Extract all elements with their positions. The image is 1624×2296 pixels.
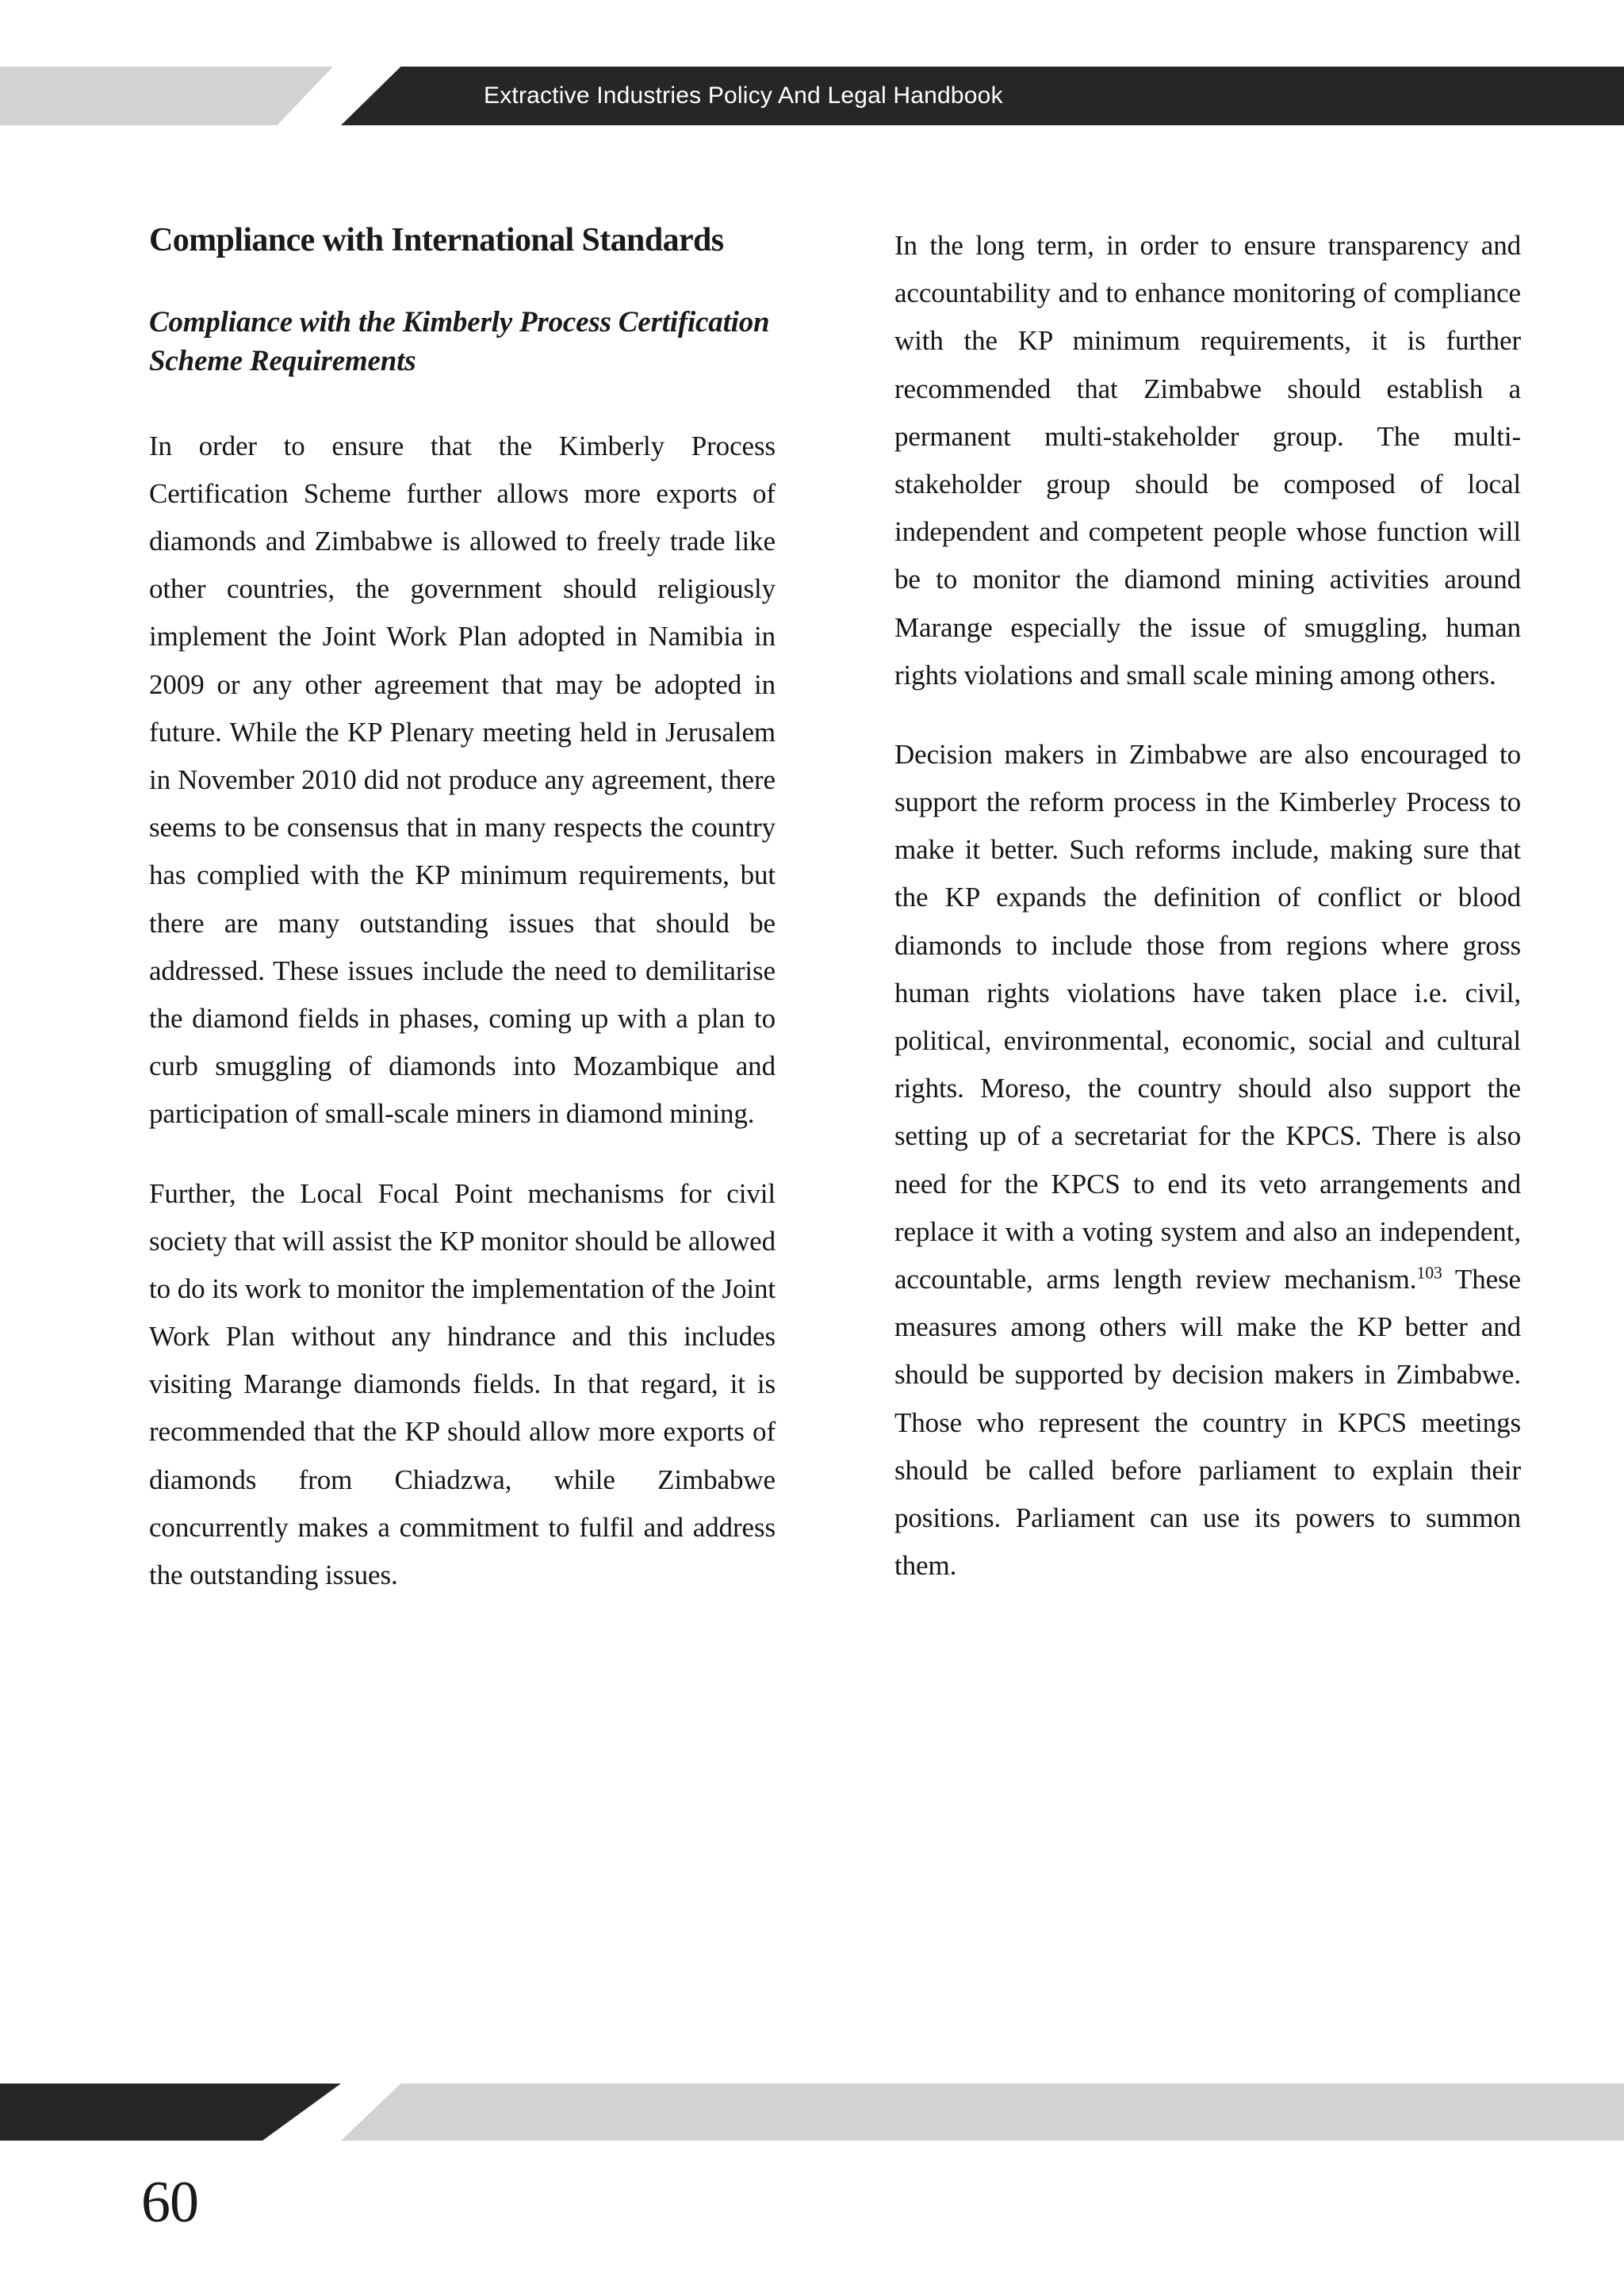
page-footer-band: [0, 2084, 1624, 2141]
running-head-title: Extractive Industries Policy And Legal Handbook: [484, 82, 1003, 109]
paragraph: Further, the Local Focal Point mechanisms for civil society that will assist the KP monitor should be allowed to do its work to monitor the implementation of the Joint Work Plan without any hindrance and this includes visiting Marange diamonds fields. In that regard, it is recommended that the KP should allow more exports of diamonds from Chiadzwa, while Zimbabwe concurrently makes a commitment to fulfil and address the outstanding issues.: [149, 1177, 776, 1590]
footer-gray-shape: [341, 2084, 1624, 2141]
right-column: [894, 222, 1521, 1590]
paragraph-text-after-footnote: These measures among others will make the KP better and should be supported by decision makers in Zimbabwe. Those who represent the country in KPCS meetings should be called before parliament to explain their positions. Parliament can use its powers to summon them.: [894, 1263, 1521, 1582]
footer-dark-shape: [0, 2084, 341, 2141]
footnote-reference[interactable]: 103: [1416, 1263, 1442, 1283]
sub-heading: Compliance with the Kimberly Process Certification Scheme Requirements: [149, 306, 770, 377]
paragraph: [894, 731, 1521, 1590]
section-heading: Compliance with International Standards: [149, 222, 724, 258]
paragraph: In the long term, in order to ensure transparency and accountability and to enhance monitoring of compliance with the KP minimum requirements, it is further recommended that Zimbabwe should establish a permanent multi-stakeholder group. The multi-stakeholder group should be composed of local independent and competent people whose function will be to monitor the diamond mining activities around Marange especially the issue of smuggling, human rights violations and small scale mining among others.: [894, 230, 1521, 691]
paragraph: In order to ensure that the Kimberly Process Certification Scheme further allows more exports of diamonds and Zimbabwe is allowed to freely trade like other countries, the government should religiously implement the Joint Work Plan adopted in Namibia in 2009 or any other agreement that may be adopted in future. While the KP Plenary meeting held in Jerusalem in November 2010 did not produce any agreement, there seems to be consensus that in many respects the country has complied with the KP minimum requirements, but there are many outstanding issues that should be addressed. These issues include the need to demilitarise the diamond fields in phases, coming up with a plan to curb smuggling of diamonds into Mozambique and participation of small-scale miners in diamond mining.: [149, 430, 776, 1130]
paragraph-text-before-footnote: Decision makers in Zimbabwe are also encouraged to support the reform process in the Kimberley Process to make it better. Such reforms include, making sure that the KP expands the definition of conflict or blood diamonds to include those from regions where gross human rights violations have taken place i.e. civil, political, environmental, economic, social and cultural rights. Moreso, the country should also support the setting up of a secretariat for the KPCS. There is also need for the KPCS to end its veto arrangements and replace it with a voting system and also an independent, accountable, arms length review mechanism.: [894, 738, 1521, 1295]
page-number: 60: [141, 2170, 198, 2235]
left-column: [149, 222, 776, 1599]
